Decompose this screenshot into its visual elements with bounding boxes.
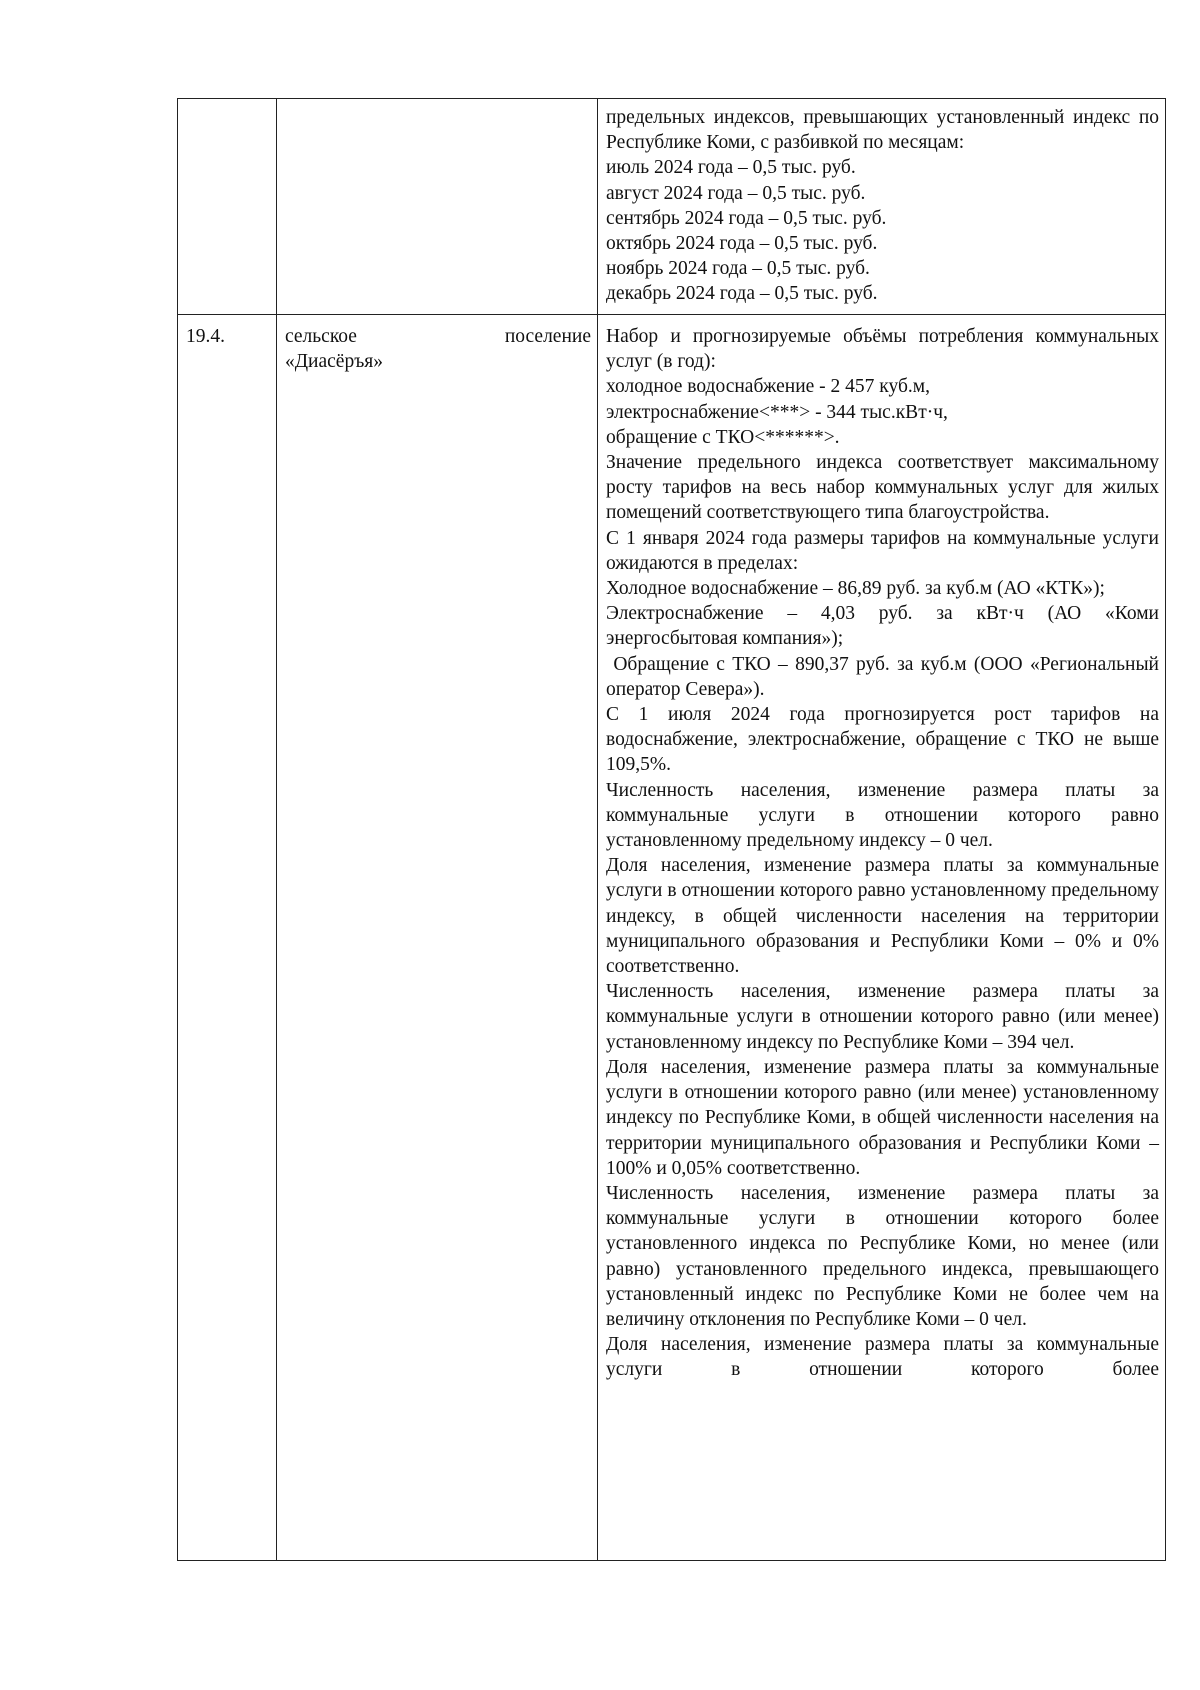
cell-number — [178, 99, 277, 315]
table-row — [178, 99, 1166, 315]
municipality-type-word2: поселение — [504, 326, 591, 347]
paragraph: Численность населения, изменение размера платы за коммунальные услуги в отношении которого равно (или менее) установленному индексу по Республике Коми – 394 чел. — [606, 981, 1159, 1053]
paragraph: предельных индексов, превышающих установленный индекс по Республике Коми, с разбивкой по месяцам: — [606, 107, 1159, 154]
paragraph: Электроснабжение – 4,03 руб. за кВт·ч (АО «Коми энергосбытовая компания»); — [606, 603, 1159, 650]
paragraph: Численность населения, изменение размера платы за коммунальные услуги в отношении которого равно установленному предельному индексу – 0 чел. — [606, 779, 1159, 852]
paragraph: декабрь 2024 года – 0,5 тыс. руб. — [606, 283, 878, 305]
cell-description — [598, 315, 1166, 1561]
paragraph: сентябрь 2024 года – 0,5 тыс. руб. — [606, 207, 887, 229]
document-table — [177, 98, 1166, 1561]
paragraph: Доля населения, изменение размера платы за коммунальные услуги в отношении которого равно (или менее) установленному индексу по Республике Коми, в общей численности населения на территории муниципального образования и Республики Коми – 100% и 0,05% соответственно. — [606, 1056, 1159, 1179]
paragraph: обращение с ТКО<******>. — [606, 426, 840, 448]
cell-municipality — [277, 315, 598, 1561]
paragraph: Обращение с ТКО – 890,37 руб. за куб.м (ООО «Региональный оператор Севера»). — [606, 653, 1164, 700]
paragraph: Холодное водоснабжение – 86,89 руб. за куб.м (АО «КТК»); — [606, 578, 1105, 600]
paragraph: Доля населения, изменение размера платы за коммунальные услуги в отношении которого более — [606, 1334, 1159, 1381]
municipality-type-word1: сельское — [285, 326, 357, 347]
table-row — [178, 315, 1166, 1561]
paragraph: октябрь 2024 года – 0,5 тыс. руб. — [606, 233, 878, 255]
cell-description — [598, 99, 1166, 315]
paragraph: Набор и прогнозируемые объёмы потребления коммунальных услуг (в год): — [606, 326, 1159, 373]
paragraph: С 1 июля 2024 года прогнозируется рост тарифов на водоснабжение, электроснабжение, обращение с ТКО не выше 109,5%. — [606, 704, 1159, 776]
paragraph: ноябрь 2024 года – 0,5 тыс. руб. — [606, 258, 870, 280]
paragraph: Значение предельного индекса соответствует максимальному росту тарифов на весь набор коммунальных услуг для жилых помещений соответствующего типа благоустройства. — [606, 452, 1159, 524]
paragraph: С 1 января 2024 года размеры тарифов на коммунальные услуги ожидаются в пределах: — [606, 527, 1159, 574]
paragraph: холодное водоснабжение - 2 457 куб.м, — [606, 376, 930, 398]
paragraph: август 2024 года – 0,5 тыс. руб. — [606, 182, 866, 204]
cell-number: 19.4. — [178, 315, 277, 1561]
paragraph: электроснабжение<***> - 344 тыс.кВт·ч, — [606, 401, 948, 423]
municipality-name-line — [285, 324, 591, 349]
cell-municipality — [277, 99, 598, 315]
municipality-name: «Диасёръя» — [285, 351, 384, 373]
paragraph: Доля населения, изменение размера платы за коммунальные услуги в отношении которого равно установленному предельному индексу, в общей численности населения на территории муниципального образования и Республики Коми – 0% и 0% соответственно. — [606, 855, 1159, 978]
paragraph: Численность населения, изменение размера платы за коммунальные услуги в отношении которого более установленного индекса по Республике Коми, но менее (или равно) установленного предельного индекса, превышающего установленный индекс по Республике Коми не более чем на величину отклонения по Республике Коми – 0 чел. — [606, 1182, 1159, 1330]
paragraph: июль 2024 года – 0,5 тыс. руб. — [606, 157, 856, 179]
